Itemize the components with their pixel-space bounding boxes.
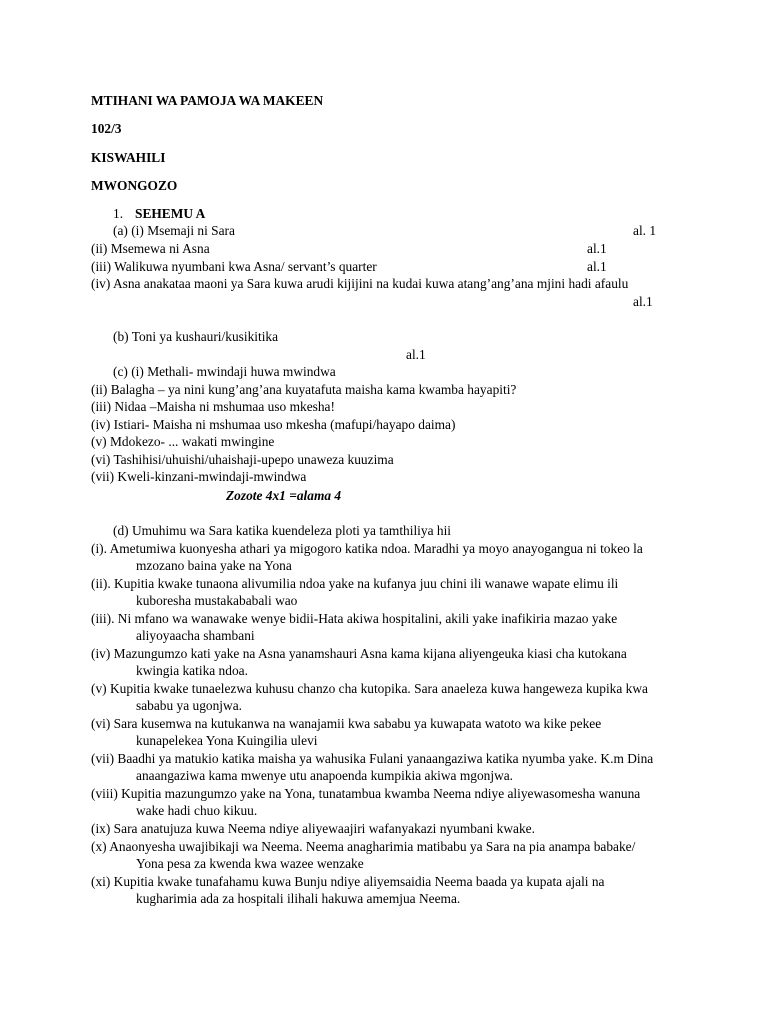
part-c-line: (v) Mdokezo- ... wakati mwingine <box>91 434 275 449</box>
part-d-item: (xi) Kupitia kwake tunafahamu kuwa Bunju ndiye aliyemsaidia Neema baada ya kupata ajali na <box>91 874 605 889</box>
part-d-item-cont: anaangaziwa kama mwenye utu anapoenda kumpikia akiwa mgonjwa. <box>136 768 514 783</box>
part-d-item: (iii). Ni mfano wa wanawake wenye bidii-Hata akiwa hospitalini, akili yake inafikiria mazao yake <box>91 611 618 626</box>
part-a-line: (ii) Msemewa ni Asna <box>91 241 210 256</box>
part-d-item-cont: kwingia katika ndoa. <box>136 663 248 678</box>
part-d-item: (ii). Kupitia kwake tunaona alivumilia ndoa yake na kufanya juu chini ili wanawe wapate elimu ili <box>91 576 619 591</box>
section-title: SEHEMU A <box>135 206 206 221</box>
subject-name: KISWAHILI <box>91 150 166 165</box>
part-d-item: (x) Anaonyesha uwajibikaji wa Neema. Neema anagharimia matibabu ya Sara na pia anampa babake/ <box>91 839 636 854</box>
part-c-line: (vi) Tashihisi/uhuishi/uhaishaji-upepo unaweza kuuzima <box>91 452 394 467</box>
part-d-item-cont: kugharimia ada za hospitali ilihali hakuwa amemjua Neema. <box>136 891 461 906</box>
part-c-label: (c) (i) Methali- mwindaji huwa mwindwa <box>113 364 336 379</box>
part-a-mark: al.1 <box>633 294 653 309</box>
part-d-item-cont: Yona pesa za kwenda kwa wazee wenzake <box>136 856 364 871</box>
part-c-line: (iv) Istiari- Maisha ni mshumaa uso mkesha (mafupi/hayapo daima) <box>91 417 456 432</box>
part-d-item: (viii) Kupitia mazungumzo yake na Yona, tunatambua kwamba Neema ndiye aliyewasomesha wanuna <box>91 786 641 801</box>
part-a-label: (a) (i) Msemaji ni Sara <box>113 223 235 238</box>
part-d-item-cont: aliyoyaacha shambani <box>136 628 255 643</box>
part-d-item-cont: sababu ya ugonjwa. <box>136 698 242 713</box>
part-c-line: (iii) Nidaa –Maisha ni mshumaa uso mkesha! <box>91 399 335 414</box>
document-type: MWONGOZO <box>91 178 178 193</box>
part-c-line: (vii) Kweli-kinzani-mwindaji-mwindwa <box>91 469 307 484</box>
paper-code: 102/3 <box>91 121 122 136</box>
part-a-line: (iii) Walikuwa nyumbani kwa Asna/ servant’s quarter <box>91 259 377 274</box>
part-b-label: (b) Toni ya kushauri/kusikitika <box>113 329 279 344</box>
part-a-mark: al.1 <box>587 259 607 274</box>
part-d-item: (vi) Sara kusemwa na kutukanwa na wanajamii kwa sababu ya kuwapata watoto wa kike pekee <box>91 716 602 731</box>
part-b-mark: al.1 <box>406 347 426 362</box>
part-d-label: (d) Umuhimu wa Sara katika kuendeleza ploti ya tamthiliya hii <box>113 523 452 538</box>
part-a-mark: al. 1 <box>633 223 657 238</box>
part-d-item: (i). Ametumiwa kuonyesha athari ya migogoro katika ndoa. Maradhi ya moyo anayogangua ni tokeo la <box>91 541 643 556</box>
part-a-mark: al.1 <box>587 241 607 256</box>
part-d-item-cont: mzozano baina yake na Yona <box>136 558 292 573</box>
part-d-item-cont: kuboresha mustakababali wao <box>136 593 298 608</box>
part-d-item: (vii) Baadhi ya matukio katika maisha ya wahusika Fulani yanaangaziwa katika nyumba yake. K.m Dina <box>91 751 654 766</box>
part-c-total: Zozote 4x1 =alama 4 <box>226 488 342 503</box>
part-d-item: (iv) Mazungumzo kati yake na Asna yanamshauri Asna kama kijana aliyengeuka kiasi cha kutokana <box>91 646 627 661</box>
part-a-line: (iv) Asna anakataa maoni ya Sara kuwa arudi kijijini na kudai kuwa atang’ang’ana mjini hadi afaulu <box>91 276 629 291</box>
part-c-line: (ii) Balagha – ya nini kung’ang’ana kuyatafuta maisha kama kwamba hayapiti? <box>91 382 517 397</box>
section-heading <box>113 205 205 222</box>
section-number: 1. <box>113 206 124 221</box>
part-d-item-cont: wake hadi chuo kikuu. <box>136 803 258 818</box>
exam-title: MTIHANI WA PAMOJA WA MAKEEN <box>91 93 324 108</box>
part-d-item: (ix) Sara anatujuza kuwa Neema ndiye aliyewaajiri wafanyakazi nyumbani kwake. <box>91 821 535 836</box>
part-d-item-cont: kunapelekea Yona Kuingilia ulevi <box>136 733 318 748</box>
part-d-item: (v) Kupitia kwake tunaelezwa kuhusu chanzo cha kutopika. Sara anaeleza kuwa hangeweza kupika kwa <box>91 681 648 696</box>
